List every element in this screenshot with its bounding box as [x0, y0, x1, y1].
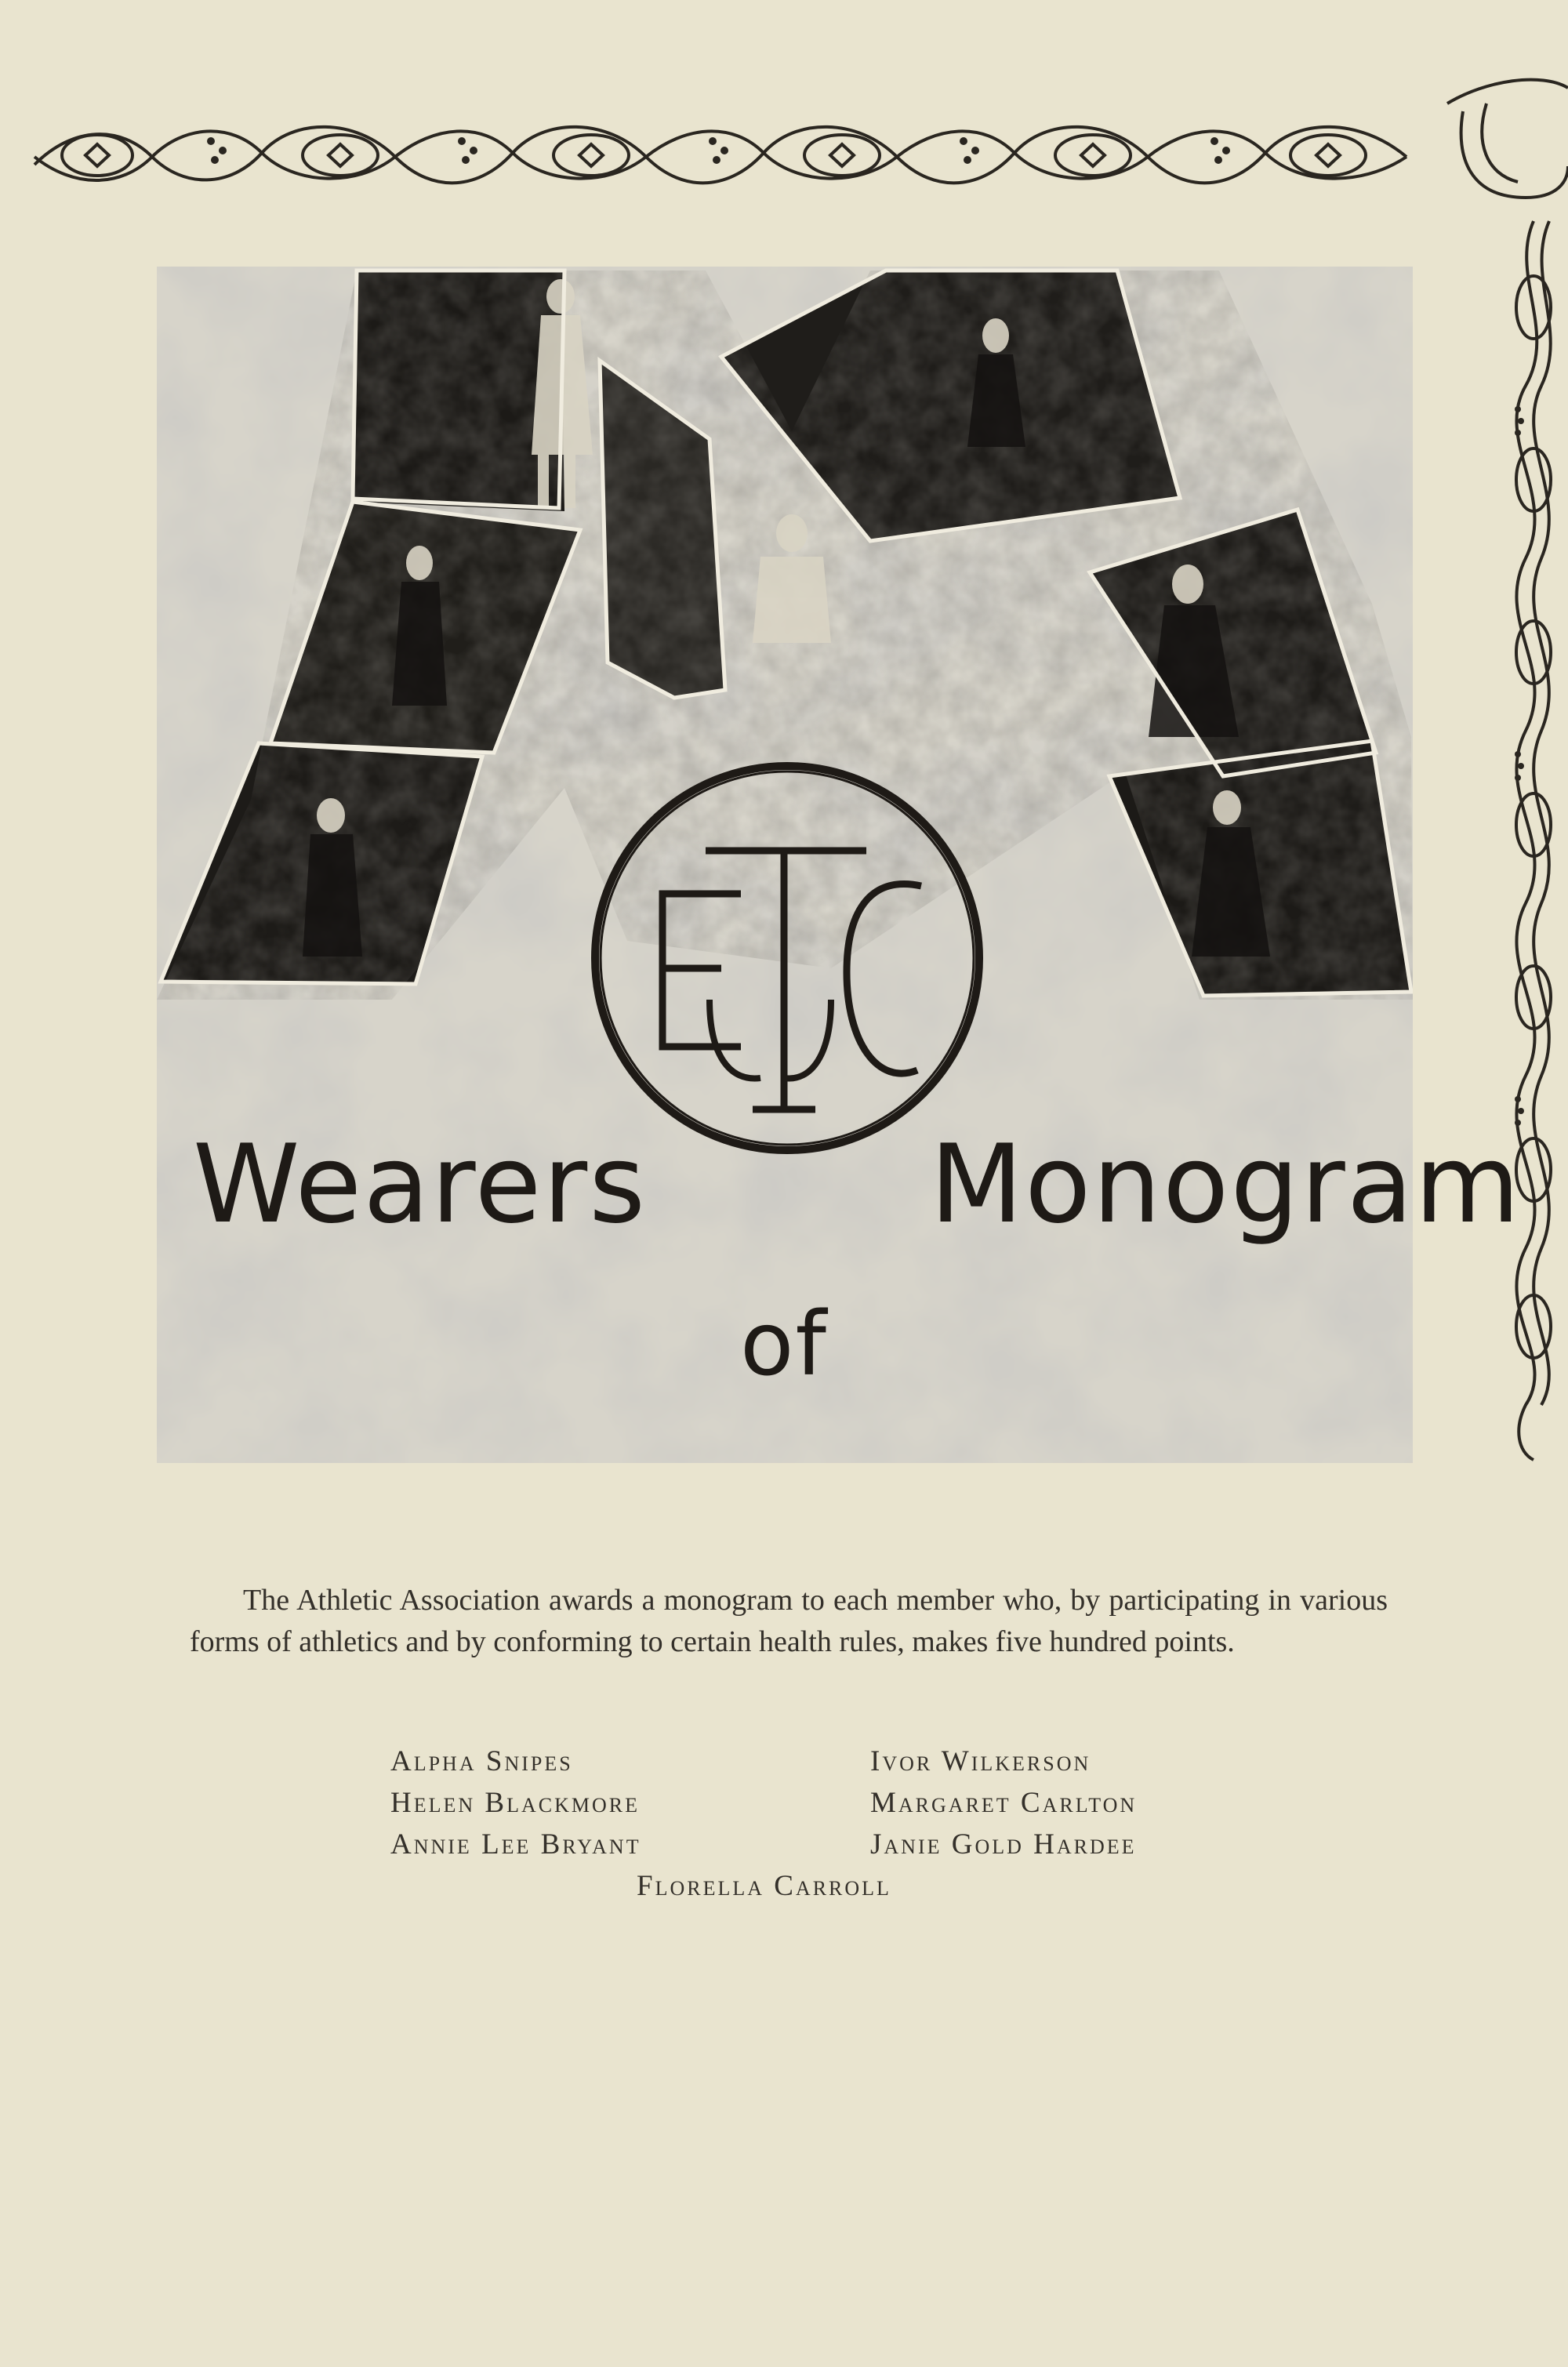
title-of: of — [740, 1294, 828, 1396]
title-monogram: Monogram — [930, 1121, 1522, 1247]
member-name: Helen Blackmore — [390, 1787, 640, 1819]
member-name: Margaret Carlton — [870, 1787, 1138, 1819]
member-name: Florella Carroll — [637, 1870, 891, 1902]
member-name: Alpha Snipes — [390, 1745, 573, 1777]
drop-cap-t-border-icon — [1439, 72, 1568, 1483]
member-name: Annie Lee Bryant — [390, 1828, 641, 1861]
monogram-collage — [157, 267, 1413, 1463]
member-name: Janie Gold Hardee — [870, 1828, 1137, 1861]
description-paragraph — [190, 1580, 1388, 1663]
member-name: Ivor Wilkerson — [870, 1745, 1091, 1777]
title-wearers: Wearers — [193, 1121, 648, 1247]
vine-border-icon — [27, 110, 1438, 196]
description-text: The Athletic Association awards a monogram to each member who, by participating in various forms of athletics and by conforming to certain health rules, makes five hundred points. — [190, 1584, 1388, 1658]
